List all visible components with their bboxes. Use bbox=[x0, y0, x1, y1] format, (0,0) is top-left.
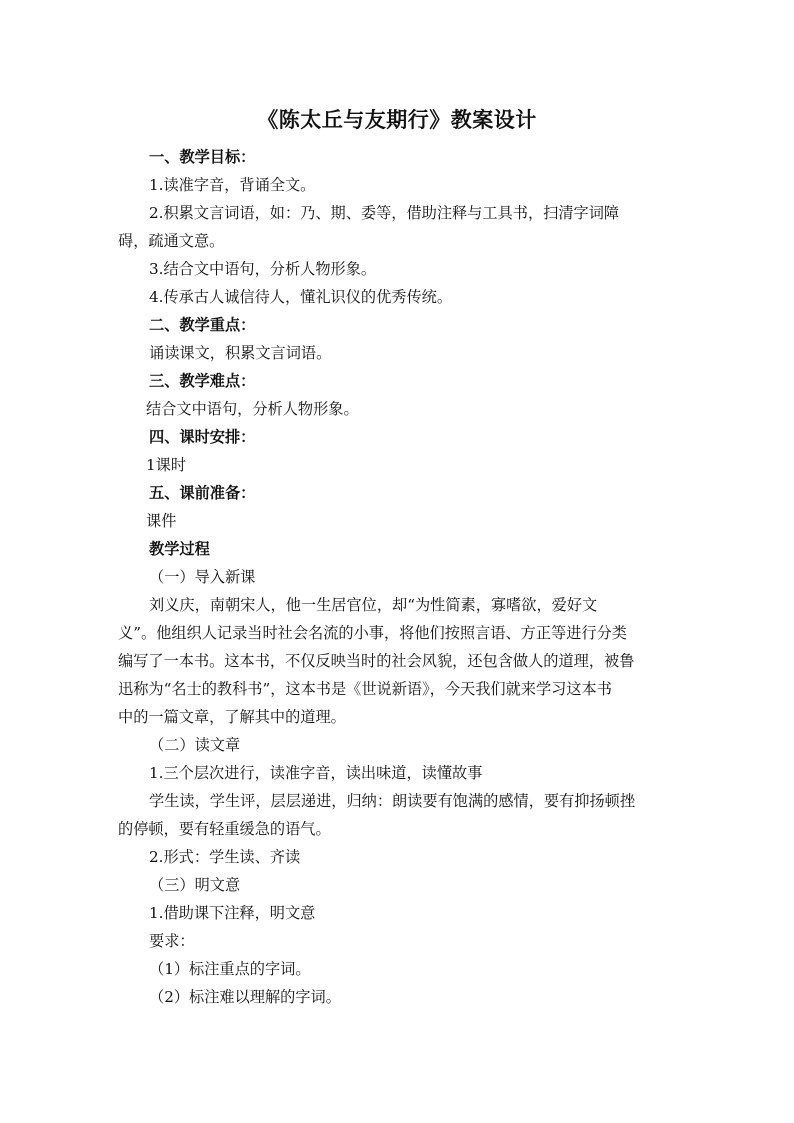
objective-item-1: 1.读准字音，背诵全文。 bbox=[149, 176, 316, 194]
step-1-paragraph-line-3: 编写了一本书。这本书，不仅反映当时的社会风貌，还包含做人的道理，被鲁 bbox=[118, 652, 635, 670]
step-2-item-2: 2.形式：学生读、齐读 bbox=[149, 848, 301, 866]
step-2-paragraph-line-1: 学生读，学生评，层层递进，归纳：朗读要有饱满的感情，要有抑扬顿挫 bbox=[149, 792, 635, 810]
step-3-heading: （三）明文意 bbox=[149, 876, 241, 894]
step-3-item-1: 1.借助课下注释，明文意 bbox=[149, 904, 316, 922]
document-title: 《陈太丘与友期行》教案设计 bbox=[257, 107, 537, 132]
step-1-paragraph-line-4: 迅称为“名士的教科书”，这本书是《世说新语》，今天我们就来学习这本书 bbox=[118, 680, 612, 698]
step-3-requirements-label: 要求： bbox=[149, 932, 195, 950]
step-2-item-1: 1.三个层次进行，读准字音，读出味道，读懂故事 bbox=[149, 764, 483, 782]
objective-item-3: 3.结合文中语句，分析人物形象。 bbox=[149, 260, 377, 278]
objective-item-2-line-2: 碍，疏通文意。 bbox=[118, 232, 225, 250]
difficulties-text: 结合文中语句，分析人物形象。 bbox=[146, 400, 359, 418]
step-3-requirement-2: （2）标注难以理解的字词。 bbox=[149, 988, 341, 1006]
section-preparation-heading: 五、课前准备： bbox=[149, 484, 256, 502]
step-1-heading: （一）导入新课 bbox=[149, 568, 256, 586]
step-3-requirement-1: （1）标注重点的字词。 bbox=[149, 960, 311, 978]
schedule-text: 1课时 bbox=[146, 456, 187, 474]
step-2-paragraph-line-2: 的停顿，要有轻重缓急的语气。 bbox=[118, 820, 331, 838]
step-1-paragraph-line-1: 刘义庆，南朝宋人，他一生居官位，却“为性简素，寡嗜欲，爱好文 bbox=[149, 596, 598, 614]
section-objectives-heading: 一、教学目标： bbox=[149, 148, 256, 166]
section-difficulties-heading: 三、教学难点： bbox=[149, 372, 256, 390]
step-2-heading: （二）读文章 bbox=[149, 736, 241, 754]
objective-item-4: 4.传承古人诚信待人，懂礼识仪的优秀传统。 bbox=[149, 288, 453, 306]
step-1-paragraph-line-5: 中的一篇文章，了解其中的道理。 bbox=[118, 708, 346, 726]
section-schedule-heading: 四、课时安排： bbox=[149, 428, 256, 446]
key-points-text: 诵读课文，积累文言词语。 bbox=[149, 344, 332, 362]
objective-item-2-line-1: 2.积累文言词语，如：乃、期、委等，借助注释与工具书，扫清字词障 bbox=[149, 204, 620, 222]
section-key-points-heading: 二、教学重点： bbox=[149, 316, 256, 334]
process-heading: 教学过程 bbox=[149, 540, 210, 558]
step-1-paragraph-line-2: 义”。他组织人记录当时社会名流的小事，将他们按照言语、方正等进行分类 bbox=[118, 624, 627, 642]
preparation-text: 课件 bbox=[146, 512, 177, 530]
